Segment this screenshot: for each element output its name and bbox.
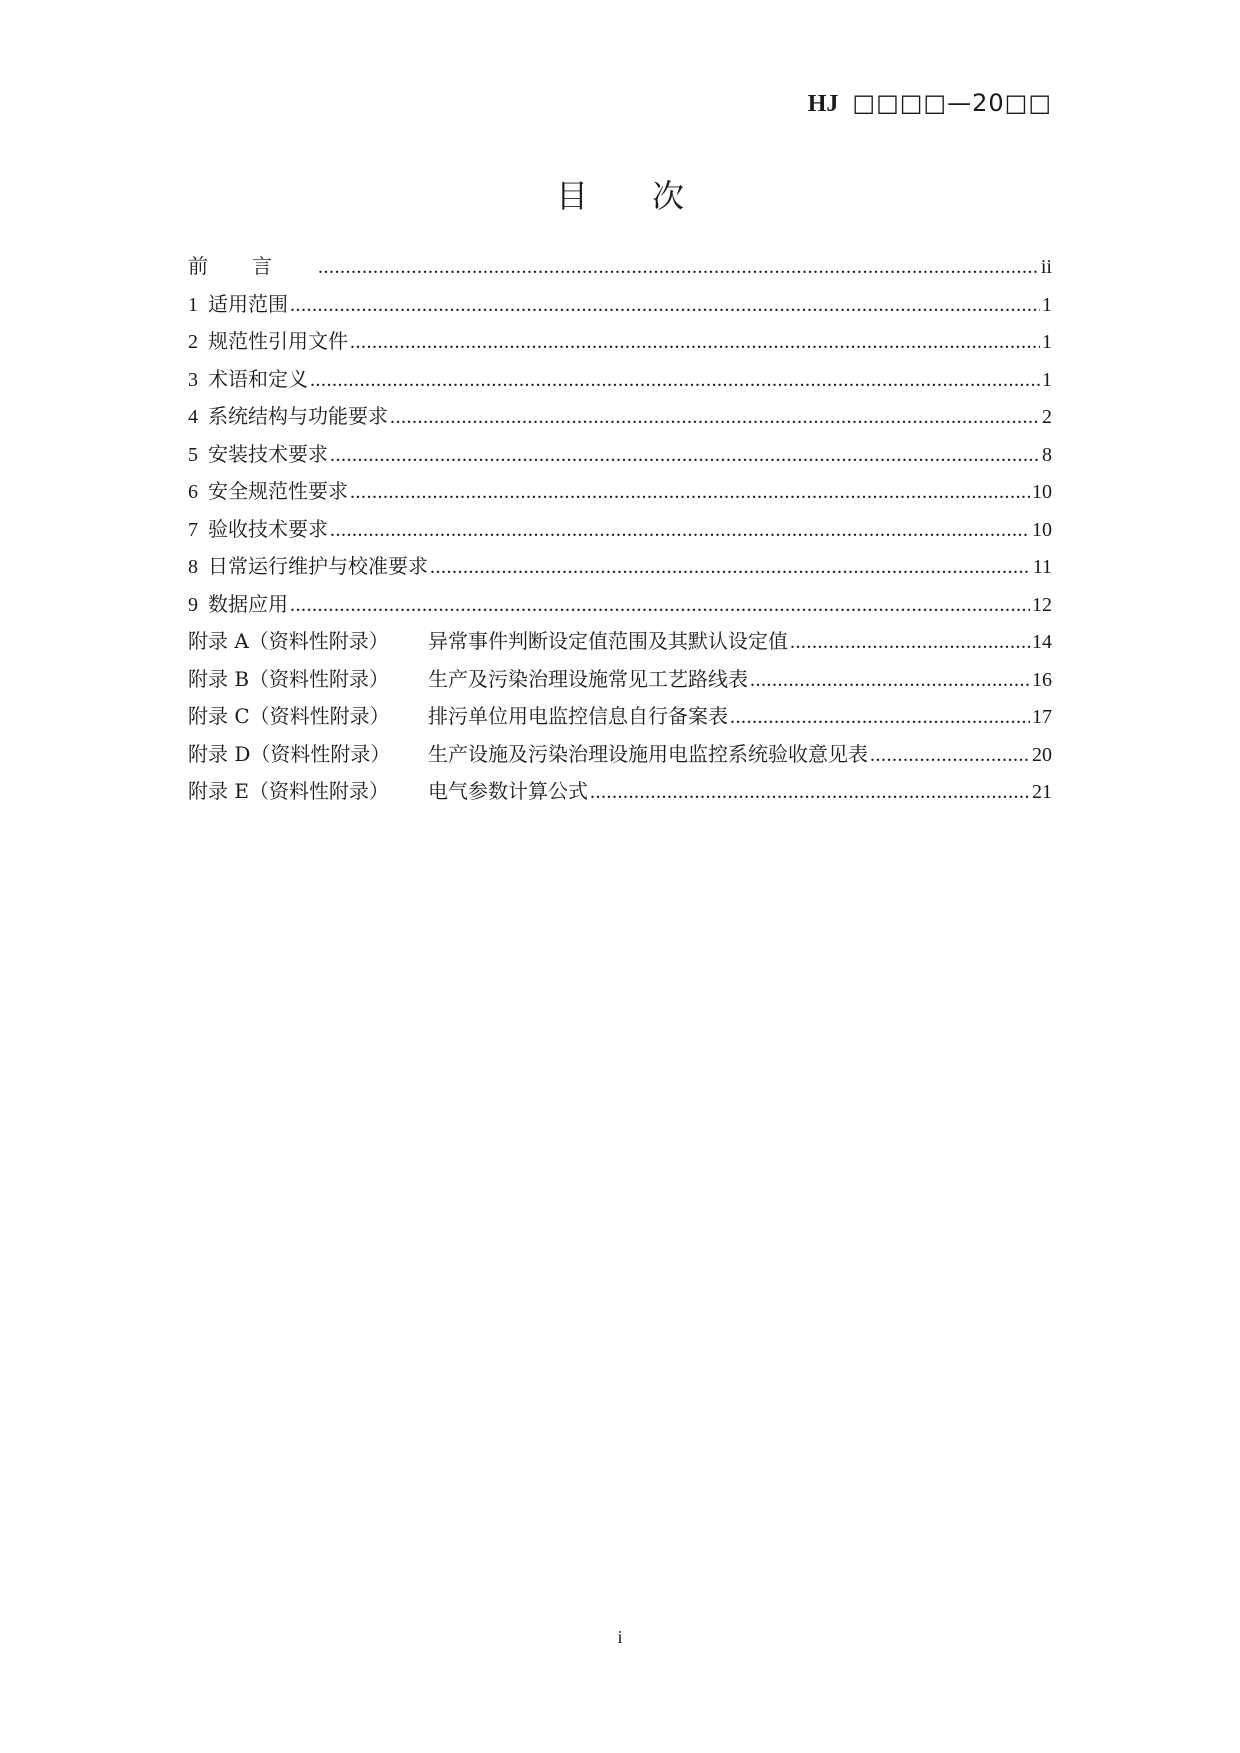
toc-entry-page: 17	[1032, 706, 1052, 728]
toc-entry-label: 验收技术要求	[208, 516, 328, 541]
standard-prefix: HJ	[807, 91, 839, 117]
dot-leader	[330, 517, 1030, 543]
toc-entry-page: 1	[1042, 368, 1052, 391]
toc-entry-section-1[interactable]	[188, 291, 1052, 329]
dot-leader	[290, 292, 1040, 318]
toc-entry-section-2[interactable]	[188, 328, 1052, 366]
toc-entry-appendix-a[interactable]	[188, 628, 1052, 666]
toc-entry-label: 规范性引用文件	[208, 329, 348, 353]
toc-entry-label: 生产设施及污染治理设施用电监控系统验收意见表	[428, 741, 868, 766]
toc-entry-section-5[interactable]	[188, 441, 1052, 479]
toc-entry-page: 8	[1042, 443, 1052, 466]
toc-entry-section-3[interactable]	[188, 366, 1052, 404]
toc-appendix-prefix: 附录 B（资料性附录）	[188, 666, 390, 691]
toc-entry-page: ii	[1040, 256, 1052, 278]
toc-entry-label: 电气参数计算公式	[428, 779, 588, 803]
toc-appendix-prefix: 附录 C（资料性附录）	[188, 704, 390, 728]
dot-leader	[318, 254, 1039, 280]
dot-leader	[790, 629, 1030, 655]
toc-entry-page: 20	[1032, 743, 1052, 766]
toc-entry-page: 14	[1032, 631, 1052, 653]
toc-entry-label: 生产及污染治理设施常见工艺路线表	[428, 666, 748, 691]
dot-leader	[350, 329, 1040, 355]
dot-leader	[390, 404, 1040, 430]
toc-entry-label: 术语和定义	[208, 366, 308, 391]
toc-appendix-prefix: 附录 E（资料性附录）	[188, 779, 389, 803]
dot-leader	[310, 367, 1040, 393]
toc-entry-page: 1	[1042, 293, 1052, 316]
toc-entry-page: 10	[1032, 481, 1052, 503]
toc-entry-appendix-d[interactable]	[188, 741, 1052, 779]
toc-entry-label: 日常运行维护与校准要求	[208, 554, 428, 578]
toc-entry-appendix-b[interactable]	[188, 666, 1052, 704]
toc-entry-appendix-e[interactable]	[188, 778, 1052, 816]
toc-entry-section-9[interactable]	[188, 591, 1052, 629]
toc-entry-section-4[interactable]	[188, 403, 1052, 441]
toc-entry-page: 16	[1032, 668, 1052, 691]
dot-leader	[730, 704, 1030, 730]
dot-leader	[430, 554, 1031, 580]
toc-entry-section-6[interactable]	[188, 478, 1052, 516]
dot-leader	[330, 442, 1040, 468]
toc-entry-number: 9	[188, 593, 198, 616]
toc-entry-number: 2	[188, 331, 198, 353]
toc-entry-number: 6	[188, 481, 198, 503]
dot-leader	[350, 479, 1030, 505]
toc-entry-page: 1	[1042, 331, 1052, 353]
standard-number: □□□□—20□□	[852, 89, 1052, 117]
page-title: 目次	[555, 177, 748, 215]
toc-entry-label: 数据应用	[208, 591, 288, 616]
toc-entry-number: 3	[188, 368, 198, 391]
toc-entry-page: 11	[1032, 556, 1052, 578]
toc-entry-number: 8	[188, 556, 198, 578]
toc-entry-number: 7	[188, 518, 198, 541]
dot-leader	[750, 667, 1030, 693]
toc-entry-label: 安装技术要求	[208, 441, 328, 466]
toc-appendix-prefix: 附录 D（资料性附录）	[188, 741, 391, 766]
page-number-footer: i	[617, 1627, 623, 1647]
toc-entry-label: 安全规范性要求	[208, 479, 348, 503]
toc-entry-label: 排污单位用电监控信息自行备案表	[428, 704, 728, 728]
toc-entry-label: 前言	[188, 254, 316, 278]
toc-entry-label: 异常事件判断设定值范围及其默认设定值	[428, 629, 788, 653]
toc-entry-page: 10	[1032, 518, 1052, 541]
toc-entry-page: 2	[1042, 406, 1052, 428]
dot-leader	[290, 592, 1030, 618]
toc-entry-section-8[interactable]	[188, 553, 1052, 591]
toc-entry-page: 12	[1032, 593, 1052, 616]
toc-entry-appendix-c[interactable]	[188, 703, 1052, 741]
dot-leader	[870, 742, 1030, 768]
toc-entry-label: 系统结构与功能要求	[208, 404, 388, 428]
toc-entry-section-7[interactable]	[188, 516, 1052, 554]
dot-leader	[590, 779, 1030, 805]
toc-entry-number: 4	[188, 406, 198, 428]
toc-appendix-prefix: 附录 A（资料性附录）	[188, 629, 389, 653]
toc-entry-page: 21	[1032, 781, 1052, 803]
toc-entry-number: 5	[188, 443, 198, 466]
table-of-contents	[188, 253, 1052, 816]
toc-entry-label: 适用范围	[208, 291, 288, 316]
document-code-header	[808, 88, 1052, 119]
toc-entry-number: 1	[188, 293, 198, 316]
toc-entry-foreword[interactable]	[188, 253, 1052, 291]
